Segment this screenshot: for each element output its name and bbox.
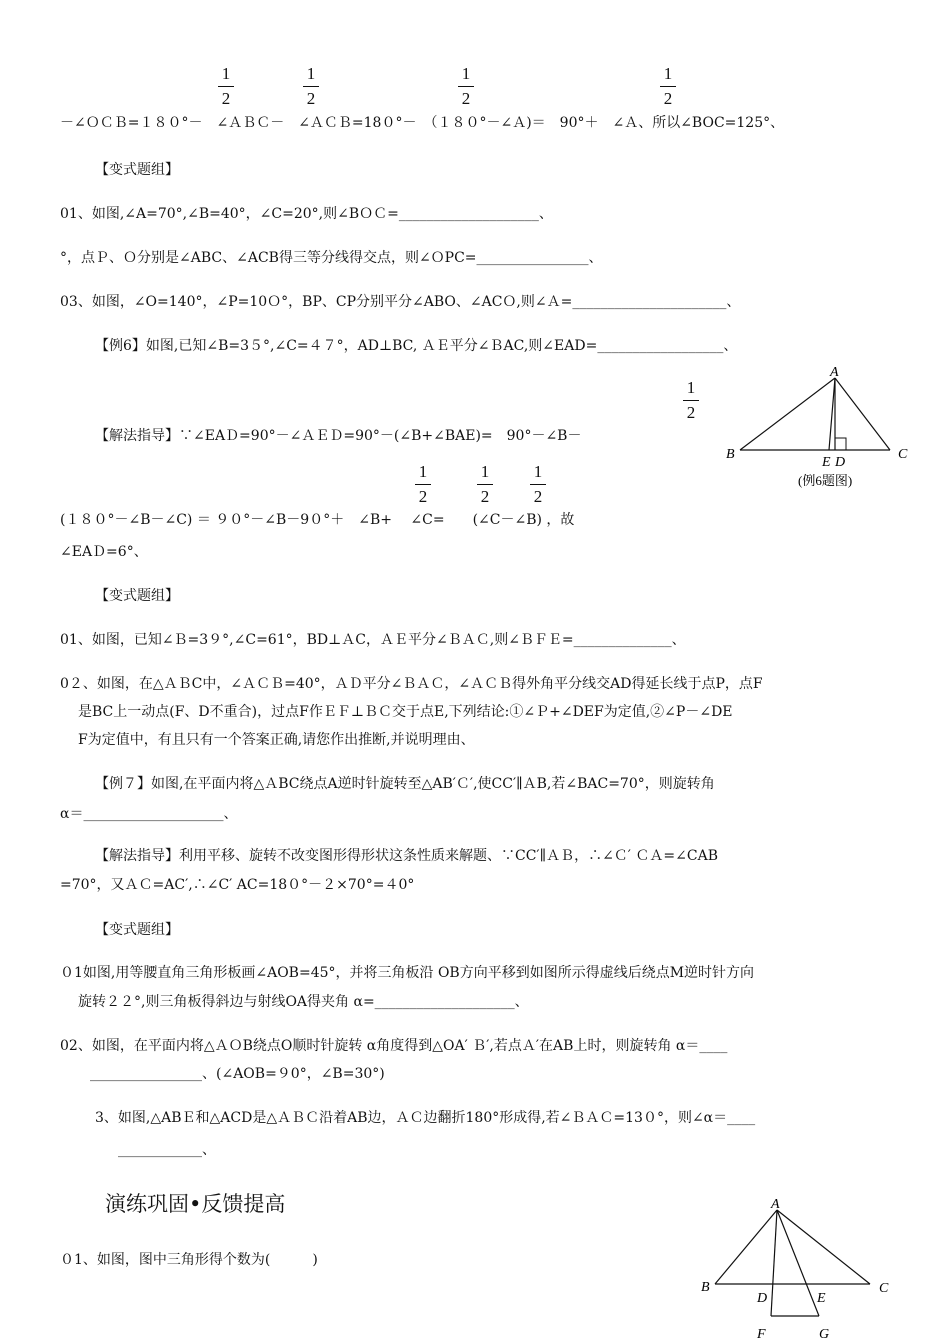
section-heading: 【变式题组】 [95, 922, 179, 938]
fraction-half [218, 64, 234, 109]
label-C: C [879, 1281, 889, 1296]
triangle-figure-example6 [722, 364, 922, 494]
text-line: ∠EAＤ=6°、 [60, 544, 148, 560]
label-B: B [726, 447, 735, 462]
label-A: A [771, 1197, 780, 1212]
fraction-half [415, 462, 431, 507]
section-heading: 【变式题组】 [95, 162, 179, 178]
fraction-denominator: 2 [663, 89, 673, 108]
text-line: 01、如图，已知∠Ｂ=3９°,∠C=61°，BD⊥ＡC，ＡＥ平分∠ＢＡＣ,则∠ＢＦＥ=______________、 [60, 632, 686, 648]
text-line: (１８０°－∠B－∠C) ＝ ９０°－∠B－9０°＋ ∠B+ ∠C= (∠C－∠B) ，故 [60, 512, 575, 528]
text-line: 0２、如图，在△ＡＢC中，∠ＡＣＢ=40°，ＡＤ平分∠ＢＡＣ，∠ＡＣＢ得外角平分线交AD得延长线于点P，点F [60, 676, 763, 692]
fraction-numerator: 1 [663, 64, 673, 83]
label-G: G [819, 1327, 830, 1342]
fraction-numerator: 1 [480, 462, 490, 481]
label-D: D [835, 455, 846, 470]
fraction-denominator: 2 [480, 487, 490, 506]
label-E: E [817, 1291, 826, 1306]
text-line: 02、如图，在平面内将△ＡＯB绕点O顺时针旋转 α角度得到△OA′ Ｂ′,若点Ａ′在AB上时，则旋转角 α＝____ [60, 1038, 728, 1054]
figure-caption: (例6题图) [798, 473, 853, 488]
fraction-numerator: 1 [306, 64, 316, 83]
text-line: ________________、(∠AOB=９0°，∠B=30°) [90, 1066, 385, 1082]
text-line: 【例6】如图,已知∠B=3５°,∠C=４７°，AD⊥BC, ＡＥ平分∠ＢAC,则∠EAD=__________________、 [95, 338, 738, 354]
text-line: 01、如图,∠A=70°,∠B=40°，∠C=20°,则∠BＯＣ=____________________、 [60, 206, 553, 222]
text-line: F为定值中，有且只有一个答案正确,请您作出推断,并说明理由、 [78, 732, 475, 748]
text-line: 【解法指导】利用平移、旋转不改变图形得形状这条性质来解题、∵CC′∥ＡＢ，∴∠Ｃ′ ＣＡ=∠CAB [95, 848, 718, 864]
label-E: E [822, 455, 831, 470]
triangle-figure-exercise1 [695, 1196, 905, 1342]
fraction-half [477, 462, 493, 507]
fraction-numerator: 1 [461, 64, 471, 83]
text-line: °，点Ｐ、Ｏ分别是∠ABC、∠ACB得三等分线得交点，则∠ＯPC=________________、 [60, 250, 603, 266]
text-line: α＝____________________、 [60, 806, 238, 822]
label-A: A [830, 365, 839, 380]
section-heading: 【变式题组】 [95, 588, 179, 604]
text-line: ____________、 [118, 1142, 216, 1158]
fraction-half [660, 64, 676, 109]
fraction-half [683, 378, 699, 423]
text-line: ０1如图,用等腰直角三角形板画∠AOB=45°，并将三角板沿 OB方向平移到如图所示得虚线后绕点M逆时针方向 [60, 965, 755, 981]
fraction-numerator: 1 [418, 462, 428, 481]
text-line: 是BC上一动点(F、D不重合)，过点F作ＥＦ⊥ＢＣ交于点E,下列结论:①∠Ｐ+∠DEF为定值,②∠P－∠DE [78, 704, 733, 720]
text-line: =70°，又ＡＣ=AC′,∴∠C′ AC=18０°－２×70°=４0° [60, 877, 415, 893]
fraction-denominator: 2 [461, 89, 471, 108]
fraction-half [530, 462, 546, 507]
text-line: 【例７】如图,在平面内将△ＡBC绕点A逆时针旋转至△AB′Ｃ′,使CC′∥ＡB,若∠BAC=70°，则旋转角 [95, 776, 715, 792]
fraction-half [458, 64, 474, 109]
fraction-denominator: 2 [418, 487, 428, 506]
fraction-denominator: 2 [533, 487, 543, 506]
fraction-half [303, 64, 319, 109]
section-title: 演练巩固•反馈提高 [105, 1192, 286, 1216]
text-line: ０1、如图，图中三角形得个数为( ) [60, 1252, 318, 1268]
text-line: －∠ＯＣＢ=１８０°－ ∠ＡＢＣ－ ∠ＡＣＢ=18０°－ （１８０°－∠Ａ)＝ 90°＋ ∠Ａ、所以∠BOC=125°、 [60, 115, 785, 131]
fraction-denominator: 2 [306, 89, 316, 108]
text-line: 旋转２２°,则三角板得斜边与射线OA得夹角 α=____________________、 [78, 994, 529, 1010]
fraction-numerator: 1 [221, 64, 231, 83]
text-line: 3、如图,△ABＥ和△ACD是△ＡＢＣ沿着AB边，ＡＣ边翻折180°形成得,若∠ＢＡＣ=13０°，则∠α＝____ [95, 1110, 756, 1126]
label-C: C [898, 447, 908, 462]
label-B: B [701, 1280, 710, 1295]
text-line: 【解法指导】∵∠EAＤ=90°－∠ＡＥＤ=90°－(∠B+∠BAE)= 90°－∠B－ [95, 428, 582, 444]
text-line: 03、如图，∠O=140°，∠P=10Ｏ°，BP、CP分别平分∠ABO、∠ACＯ,则∠Ａ=______________________、 [60, 294, 741, 310]
fraction-denominator: 2 [221, 89, 231, 108]
fraction-denominator: 2 [686, 403, 696, 422]
label-D: D [757, 1291, 768, 1306]
fraction-numerator: 1 [533, 462, 543, 481]
label-F: F [757, 1327, 766, 1342]
fraction-numerator: 1 [686, 378, 696, 397]
